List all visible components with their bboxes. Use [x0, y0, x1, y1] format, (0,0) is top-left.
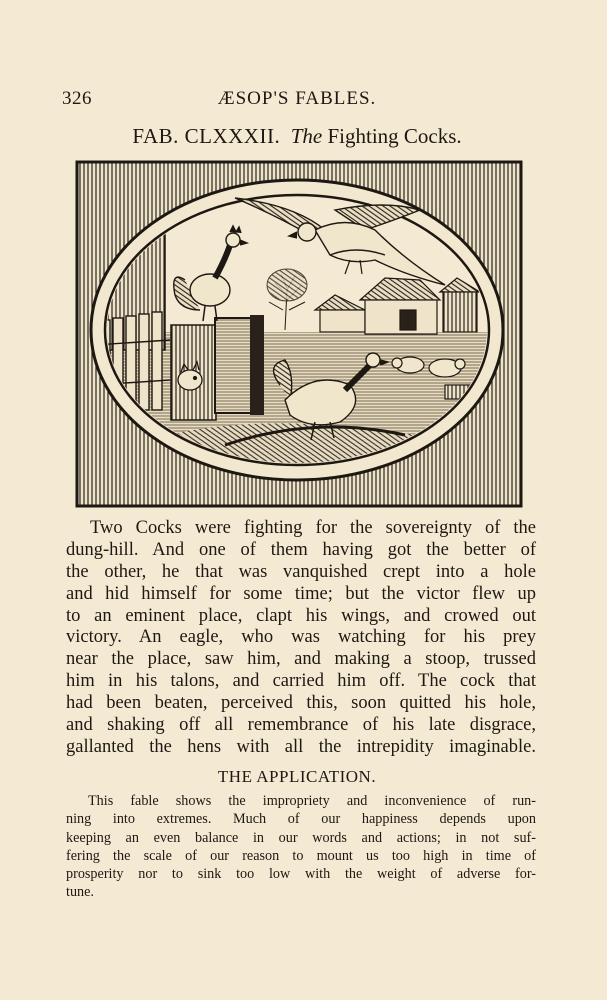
application-line: ning into extremes. Much of our happiness depends upon: [66, 811, 536, 828]
fable-number: FAB. CLXXXII.: [132, 124, 281, 148]
body-line: and shaking off all remembrance of his late disgrace,: [66, 715, 536, 736]
body-line: near the place, saw him, and making a stoop, trussed: [66, 649, 536, 670]
page-header: [62, 88, 532, 112]
body-line: had been beaten, perceived this, soon quitted his hole,: [66, 693, 536, 714]
running-title: ÆSOP'S FABLES.: [217, 88, 377, 109]
application-text: [66, 792, 536, 902]
body-line: Two Cocks were fighting for the sovereignty of the: [90, 518, 536, 538]
application-heading: THE APPLICATION.: [217, 767, 377, 786]
fable-body: [66, 518, 536, 759]
fable-title: [62, 124, 532, 149]
body-line: gallanted the hens with all the intrepidity imaginable.: [66, 736, 536, 757]
body-line: the other, he that was vanquished crept into a hole: [66, 561, 536, 582]
woodcut-illustration: [75, 160, 525, 510]
woodcut-svg: [75, 160, 525, 510]
application-line: This fable shows the impropriety and inconvenience of run-: [88, 793, 536, 809]
application-line: fering the scale of our reason to mount us too high in time of: [66, 847, 536, 864]
application-line: keeping an even balance in our words and actions; in not suf-: [66, 829, 536, 846]
fable-title-italic: The: [290, 124, 323, 148]
body-line: dung-hill. And one of them having got the better of: [66, 539, 536, 560]
page-number: 326: [62, 88, 92, 109]
body-line: to an eminent place, clapt his wings, and crowed out: [66, 605, 536, 626]
body-line: and hid himself for some time; but the victor flew up: [66, 583, 536, 604]
body-line: victory. An eagle, who was watching for his prey: [66, 627, 536, 648]
fable-title-text: Fighting Cocks.: [327, 124, 462, 148]
body-line: him in his talons, and carried him off. The cock that: [66, 671, 536, 692]
application-line: tune.: [66, 884, 94, 901]
application-line: prosperity nor to sink too low with the weight of adverse for-: [66, 866, 536, 883]
